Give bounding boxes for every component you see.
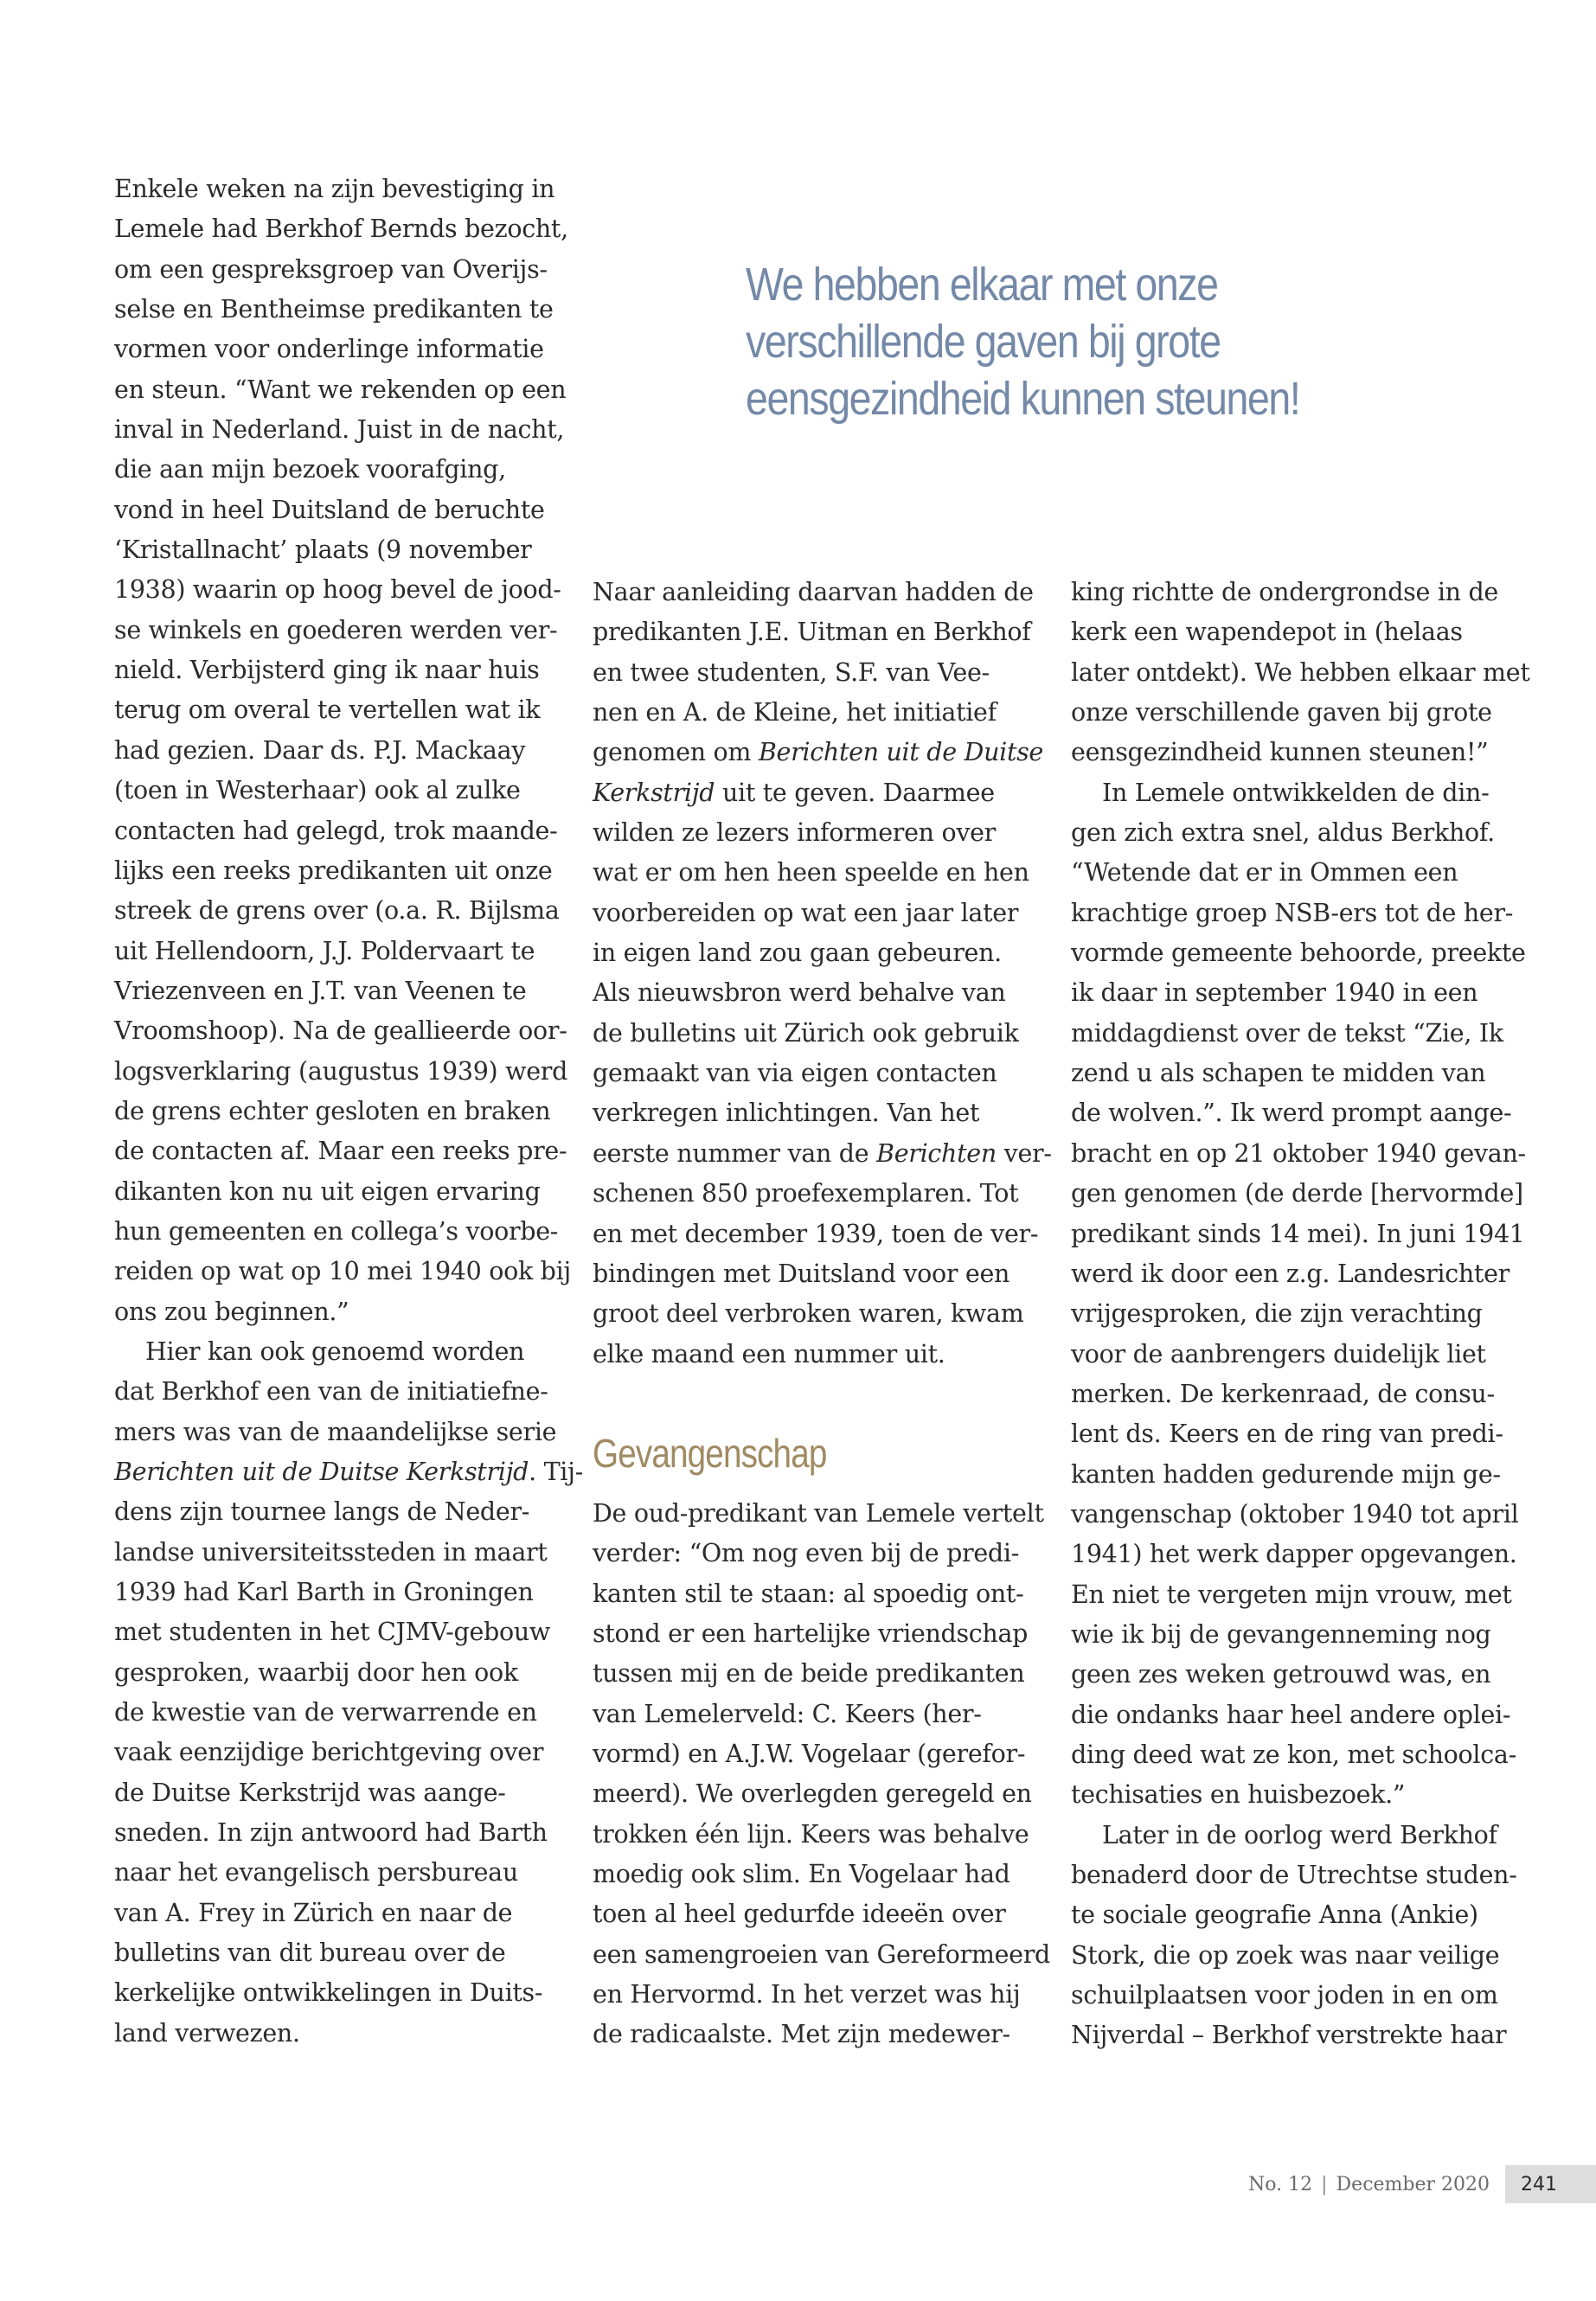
pull-quote-line: eensgezindheid kunnen steunen! <box>746 373 1300 425</box>
article-text-col1 <box>114 170 583 2054</box>
section-heading: Gevangenschap <box>593 1431 827 1476</box>
paragraph: De oud-predikant van Lemele vertelt verder: “Om nog even bij de predi- kanten stil te staan: al spoedig ont- stond er een hartelijke vriendschap tussen mij en de beide predikanten van Lemelerveld: C. Keers (her- vormd) en A.J.W. Vogelaar (gerefor- meerd). We overlegden geregeld en trokken één lijn. Keers was behalve moedig ook slim. En Vogelaar had toen al heel gedurfde ideeën over een samengroeien van Gereformeerd en Hervormd. In het verzet was hij de radicaalste. Met zijn medewer- <box>593 1499 1050 2049</box>
pull-quote-line: We hebben elkaar met onze <box>746 259 1218 311</box>
pull-quote-line: verschillende gaven bij grote <box>746 316 1221 368</box>
page-footer <box>1248 2165 1596 2203</box>
paragraph: Hier kan ook genoemd worden dat Berkhof een van de initiatiefne- mers was van de maandelijkse serie Berichten uit de Duitse Kerkstrijd. Tij- dens zijn tournee langs de Neder- landse universiteitssteden in maart 1939 had Karl Barth in Groningen met studenten in het CJMV-gebouw gesproken, waarbij door hen ook de kwestie van de verwarrende en vaak eenzijdige berichtgeving over de Duitse Kerkstrijd was aange- sneden. In zijn antwoord had Barth naar het evangelisch persbureau van A. Frey in Zürich en naar de bulletins van dit bureau over de kerkelijke ontwikkelingen in Duits- land verwezen. <box>114 1336 583 2048</box>
issue-number: No. 12 <box>1248 2173 1313 2195</box>
article-text-col2-section <box>593 1494 1050 2055</box>
paragraph: In Lemele ontwikkelden de din- gen zich extra snel, aldus Berkhof. “Wetende dat er in Ommen een krachtige groep NSB-ers tot de her- vormde gemeente behoorde, preekte ik daar in september 1940 in een middagdienst over de tekst “Zie, Ik zend u als schapen te midden van de wolven.”. Ik werd prompt aange- bracht en op 21 oktober 1940 gevan- gen genomen (de derde [hervormde] predikant sinds 14 mei). In juni 1941 werd ik door een z.g. Landesrichter vrijgesproken, die zijn verachting voor de aanbrengers duidelijk liet merken. De kerkenraad, de consu- lent ds. Keers en de ring van predi- kanten hadden gedurende mijn ge- vangenschap (oktober 1940 tot april 1941) het werk dapper opgevangen. En niet te vergeten mijn vrouw, met wie ik bij de gevangenneming nog geen zes weken getrouwd was, en die ondanks haar heel andere oplei- ding deed wat ze kon, met schoolca- techisaties en huisbezoek.” <box>1071 778 1526 1810</box>
page-number: 241 <box>1505 2165 1596 2203</box>
paragraph: Later in de oorlog werd Berkhof benaderd door de Utrechtse studen- te sociale geografie Anna (Ankie) Stork, die op zoek was naar veilige schuilplaatsen voor joden in en om Nijverdal – Berkhof verstrekte haar <box>1071 1820 1517 2050</box>
paragraph: Enkele weken na zijn bevestiging in Lemele had Berkhof Bernds bezocht, om een gespreksgroep van Overijs- selse en Bentheimse predikanten te vormen voor onderlinge informatie en steun. “Want we rekenden op een inval in Nederland. Juist in de nacht, die aan mijn bezoek voorafging, vond in heel Duitsland de beruchte ‘Kristallnacht’ plaats (9 november 1938) waarin op hoog bevel de jood- se winkels en goederen werden ver- nield. Verbijsterd ging ik naar huis terug om overal te vertellen wat ik had gezien. Daar ds. P.J. Mackaay (toen in Westerhaar) ook al zulke contacten had gelegd, trok maande- lijks een reeks predikanten uit onze streek de grens over (o.a. R. Bijlsma uit Hellendoorn, J.J. Poldervaart te Vriezenveen en J.T. van Veenen te Vroomshoop). Na de geallieerde oor- logsverklaring (augustus 1939) werd de grens echter gesloten en braken de contacten af. Maar een reeks pre- dikanten kon nu uit eigen ervaring hun gemeenten en collega’s voorbe- reiden op wat op 10 mei 1940 ook bij ons zou beginnen.” <box>114 175 571 1326</box>
issue-date: December 2020 <box>1336 2173 1490 2195</box>
pull-quote <box>746 256 1300 427</box>
paragraph: Naar aanleiding daarvan hadden de predikanten J.E. Uitman en Berkhof en twee studenten, S.F. van Vee- nen en A. de Kleine, het initiatief genomen om Berichten uit de Duitse Kerkstrijd uit te geven. Daarmee wilden ze lezers informeren over wat er om hen heen speelde en hen voorbereiden op wat een jaar later in eigen land zou gaan gebeuren. Als nieuwsbron werd behalve van de bulletins uit Zürich ook gebruik gemaakt van via eigen contacten verkregen inlichtingen. Van het eerste nummer van de Berichten ver- schenen 850 proefexemplaren. Tot en met december 1939, toen de ver- bindingen met Duitsland voor een groot deel verbroken waren, kwam elke maand een nummer uit. <box>593 578 1052 1368</box>
paragraph: king richtte de ondergrondse in de kerk een wapendepot in (helaas later ontdekt). We hebben elkaar met onze verschillende gaven bij grote eensgezindheid kunnen steunen!” <box>1071 578 1530 767</box>
footer-separator: | <box>1321 2173 1328 2195</box>
article-text-col3 <box>1071 573 1530 2056</box>
article-text-col2 <box>593 573 1052 1375</box>
